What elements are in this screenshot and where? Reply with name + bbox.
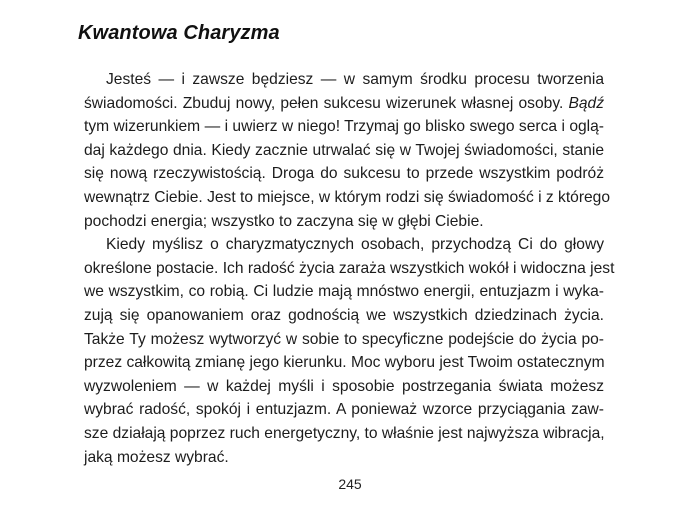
chapter-heading: Kwantowa Charyzma	[78, 22, 280, 44]
paragraph-2-line-1: Kiedy myślisz o charyzmatycznych osobach, przychodzą Ci do głowy	[106, 236, 604, 254]
paragraph-1-emphasis: Bądź	[568, 94, 604, 112]
paragraph-2-line-10: jaką możesz wybrać.	[84, 448, 229, 466]
paragraph-1-line-2-text: świadomości. Zbuduj nowy, pełen sukcesu wizerunek własnej osoby.	[84, 94, 564, 112]
paragraph-2-line-6: przez całkowitą zmianę jego kierunku. Moc wyboru jest Twoim ostatecznym	[84, 354, 605, 372]
paragraph-2-line-3: we wszystkim, co robią. Ci ludzie mają mnóstwo energii, entuzjazm i wyka-	[84, 283, 604, 301]
paragraph-2-line-5: Także Ty możesz wytworzyć w sobie to specyficzne podejście do życia po-	[84, 330, 604, 348]
paragraph-1-line-6: wewnątrz Ciebie. Jest to miejsce, w którym rodzi się świadomość i z którego	[84, 188, 611, 206]
page-number: 245	[338, 476, 362, 492]
paragraph-1-line-3: tym wizerunkiem — i uwierz w niego! Trzymaj go blisko swego serca i oglą-	[84, 118, 604, 136]
paragraph-2-line-4: zują się opanowaniem oraz godnością we wszystkich dziedzinach życia.	[84, 306, 604, 324]
paragraph-1-line-7: pochodzi energia; wszystko to zaczyna się w głębi Ciebie.	[84, 212, 484, 230]
paragraph-1-line-1: Jesteś — i zawsze będziesz — w samym środku procesu tworzenia	[106, 71, 604, 88]
paragraph-2-line-7: wyzwoleniem — w każdej myśli i sposobie postrzegania świata możesz	[84, 377, 604, 395]
body-text	[84, 68, 615, 469]
paragraph-2-line-9: sze działają poprzez ruch energetyczny, to właśnie jest najwyższa wibracja,	[84, 424, 605, 442]
paragraph-1-line-4: daj każdego dnia. Kiedy zacznie utrwalać się w Twojej świadomości, stanie	[84, 141, 604, 159]
paragraph-1-line-2	[84, 92, 604, 116]
paragraph-1-line-5: się nową rzeczywistością. Droga do sukcesu to przede wszystkim podróż	[84, 165, 604, 183]
paragraph-2-line-2: określone postacie. Ich radość życia zaraża wszystkich wokół i widoczna jest	[84, 259, 615, 277]
paragraph-2-line-8: wybrać radość, spokój i entuzjazm. A ponieważ wzorce przyciągania zaw-	[84, 401, 604, 419]
